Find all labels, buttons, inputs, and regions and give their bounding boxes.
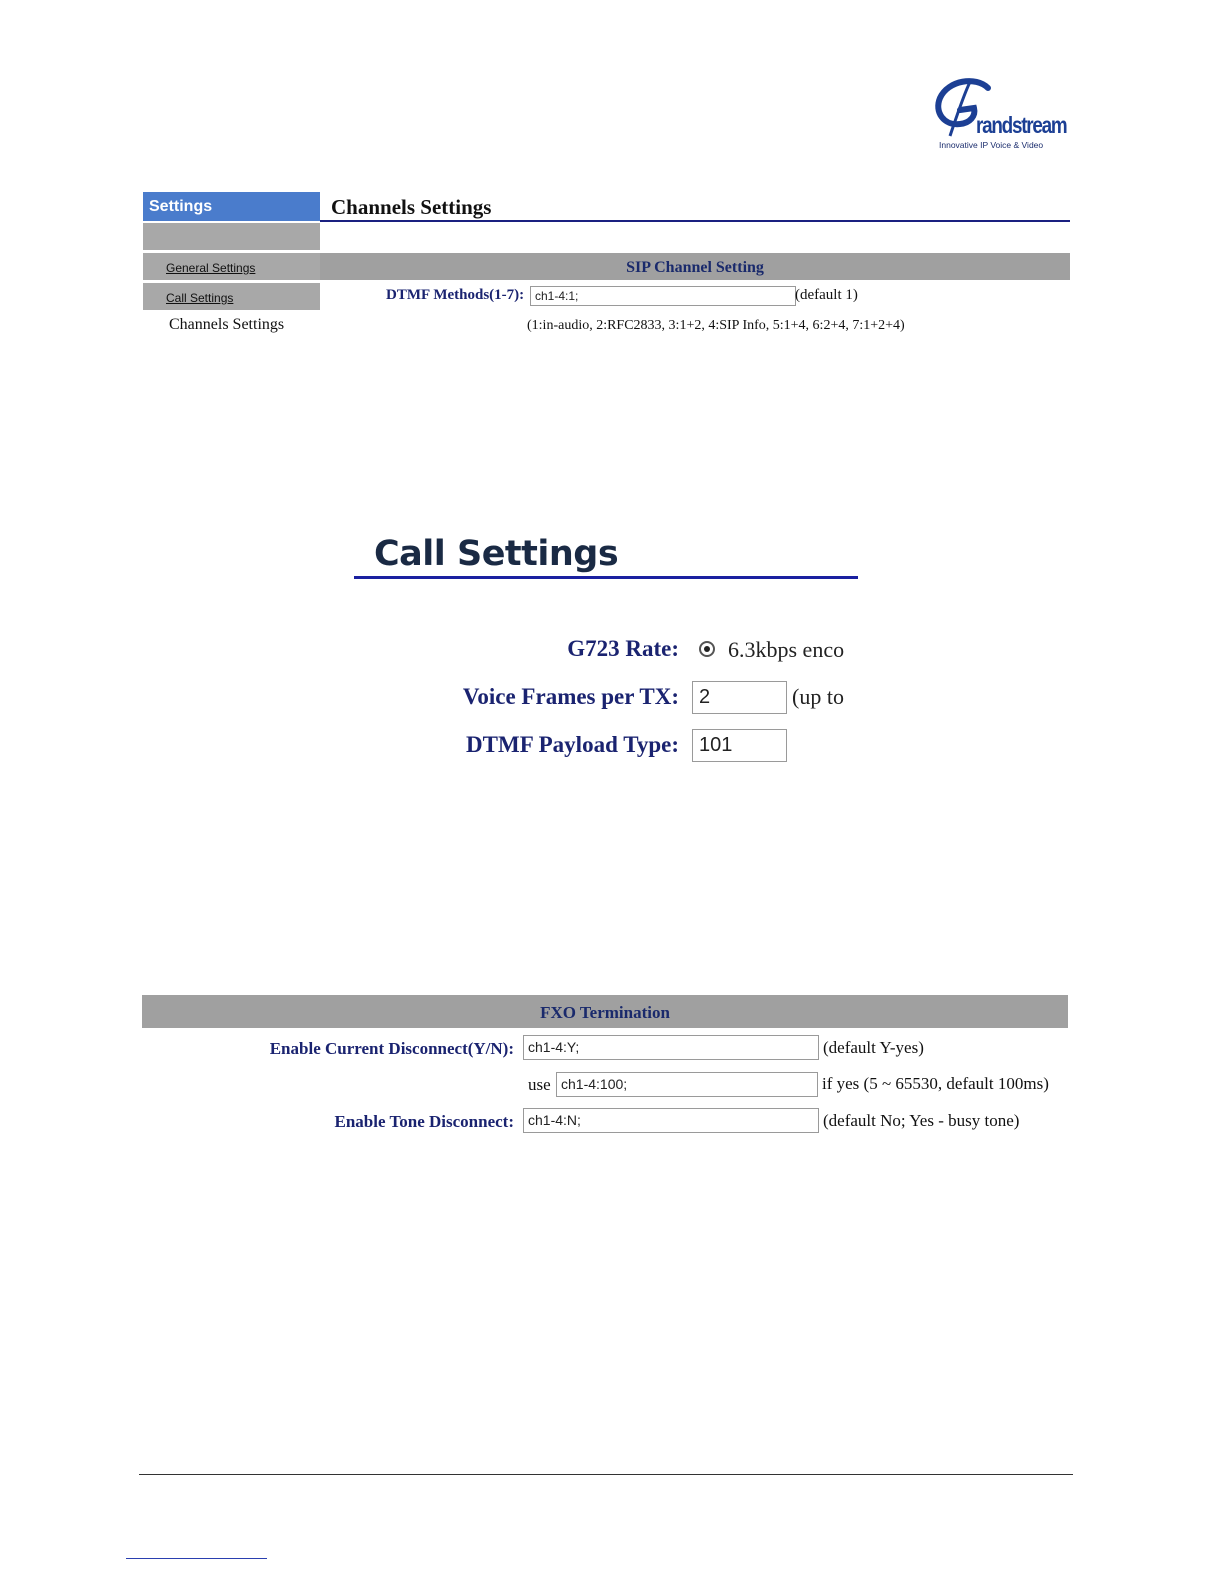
footer-link-underline xyxy=(126,1558,267,1559)
g723-rate-option-label: 6.3kbps enco xyxy=(728,637,845,662)
sidebar-item-call-settings[interactable]: Call Settings xyxy=(143,283,320,310)
tone-disconnect-label: Enable Tone Disconnect: xyxy=(334,1112,514,1131)
sidebar-spacer xyxy=(143,223,320,250)
dtmf-methods-label: DTMF Methods(1-7): xyxy=(386,287,525,303)
sidebar-item-general-settings[interactable]: General Settings xyxy=(143,253,320,280)
current-disconnect-hint: (default Y-yes) xyxy=(823,1038,924,1057)
g723-rate-label: G723 Rate: xyxy=(567,636,679,661)
dtmf-payload-label: DTMF Payload Type: xyxy=(466,732,679,757)
logo-tagline: Innovative IP Voice & Video xyxy=(939,140,1044,150)
voice-frames-label: Voice Frames per TX: xyxy=(462,684,679,709)
call-settings-screenshot xyxy=(352,530,862,770)
current-disconnect-label: Enable Current Disconnect(Y/N): xyxy=(269,1039,514,1058)
dtmf-payload-input[interactable]: 101 xyxy=(692,729,787,762)
page-title: Channels Settings xyxy=(331,195,492,219)
channels-settings-screenshot xyxy=(143,192,1070,342)
dtmf-methods-options-hint: (1:in-audio, 2:RFC2833, 3:1+2, 4:SIP Info, 5:1+4, 6:2+4, 7:1+2+4) xyxy=(527,318,905,333)
tone-disconnect-input[interactable]: ch1-4:N; xyxy=(523,1108,819,1133)
use-label: use xyxy=(528,1075,551,1094)
dtmf-methods-input[interactable]: ch1-4:1; xyxy=(530,286,796,306)
sidebar-header: Settings xyxy=(143,192,320,221)
footer-divider xyxy=(139,1474,1073,1475)
title-divider xyxy=(354,576,858,579)
current-disconnect-input[interactable]: ch1-4:Y; xyxy=(523,1035,819,1060)
fxo-termination-screenshot xyxy=(142,995,1068,1140)
current-threshold-hint: if yes (5 ~ 65530, default 100ms) xyxy=(822,1074,1049,1093)
current-threshold-input[interactable]: ch1-4:100; xyxy=(556,1072,818,1097)
page-title: Call Settings xyxy=(374,534,619,574)
tone-disconnect-hint: (default No; Yes - busy tone) xyxy=(823,1111,1020,1130)
g723-rate-radio[interactable] xyxy=(699,641,715,657)
section-header-sip-channel: SIP Channel Setting xyxy=(320,253,1070,280)
section-header-fxo-termination: FXO Termination xyxy=(142,995,1068,1028)
dtmf-methods-default-hint: (default 1) xyxy=(795,287,858,303)
title-divider xyxy=(320,220,1070,222)
voice-frames-input[interactable]: 2 xyxy=(692,681,787,714)
sidebar-item-channels-settings[interactable]: Channels Settings xyxy=(169,316,285,333)
logo-brand-text: randstream xyxy=(976,112,1067,138)
grandstream-logo xyxy=(930,74,1066,154)
voice-frames-hint: (up to xyxy=(792,684,844,709)
